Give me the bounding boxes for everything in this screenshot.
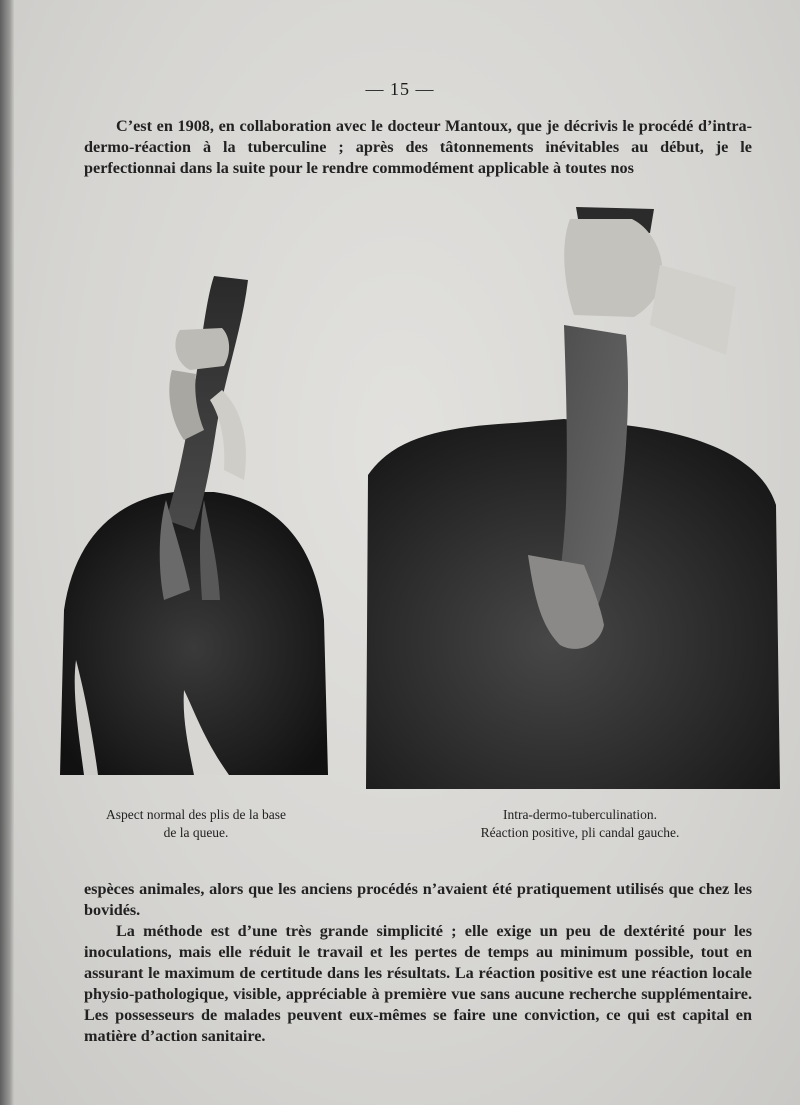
page-gutter-shadow (0, 0, 14, 1105)
intro-paragraph-text: C’est en 1908, en collaboration avec le docteur Mantoux, que je décrivis le procédé d’intra-dermo-réaction à la tuberculine ; après des tâtonnements inévitables au début, je le perfectionnai dans la suite pour le rendre commodément applicable à toutes nos (84, 117, 752, 177)
figure-right-photo (364, 205, 782, 791)
page-number: — 15 — (365, 79, 435, 99)
photo-positive-reaction (364, 205, 782, 791)
figure-right-caption-line2: Réaction positive, pli candal gauche. (480, 825, 680, 840)
figure-left-caption (66, 806, 326, 842)
figure-right-caption-line1: Intra-dermo-tuberculination. (502, 807, 658, 822)
continuation-paragraph: espèces animales, alors que les anciens procédés n’avaient été pratiquement utilisés que chez les bovidés. (84, 880, 752, 919)
figure-left-caption-line1: Aspect normal des plis de la base (106, 807, 286, 822)
figure-left-caption-line2: de la queue. (163, 825, 229, 840)
figure-left-photo (54, 270, 330, 790)
body-text (84, 879, 752, 1047)
photo-normal-tail-folds (54, 270, 330, 790)
intro-paragraph (84, 116, 752, 179)
second-paragraph: La méthode est d’une très grande simplicité ; elle exige un peu de dextérité pour les inoculations, mais elle réduit le travail et les pertes de temps au minimum possible, tout en assurant le maximum de certitude dans les résultats. La réaction positive est une réaction locale physio-pathologique, visible, appréciable à première vue sans aucune recherche supplémentaire. Les possesseurs de malades peuvent eux-mêmes se faire une conviction, ce qui est capital en matière d’action sanitaire. (84, 922, 752, 1045)
figure-right-caption (430, 806, 730, 842)
